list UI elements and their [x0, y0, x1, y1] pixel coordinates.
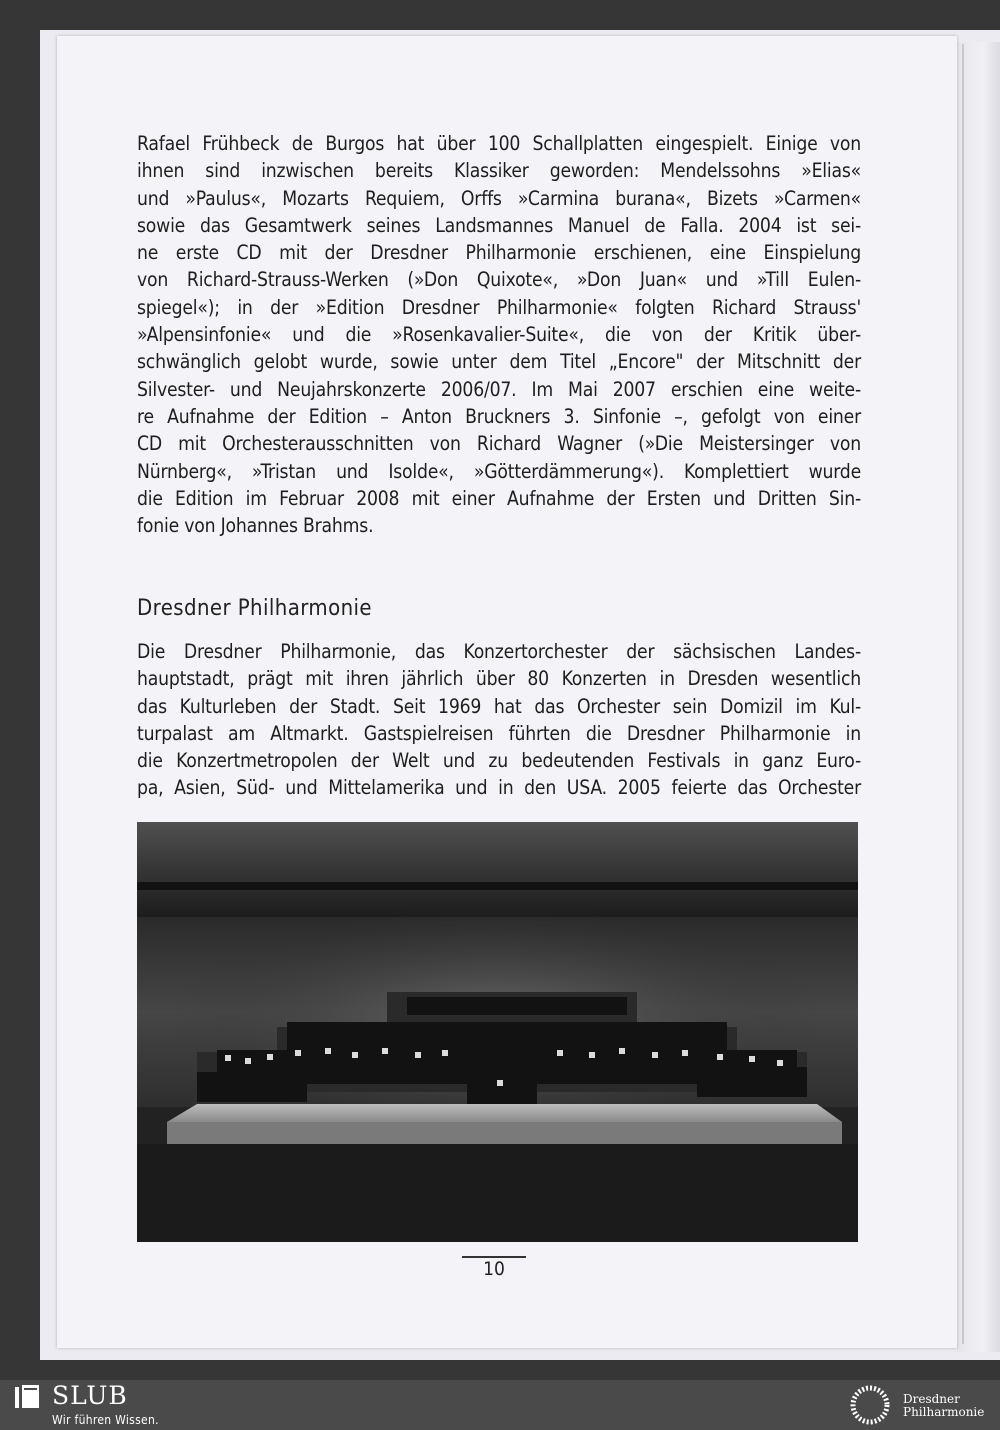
slub-tagline: Wir führen Wissen. [52, 1413, 159, 1427]
slub-book-icon [14, 1384, 40, 1410]
text-line: das Kulturleben der Stadt. Seit 1969 hat das Orchester sein Domizil im Kul- [137, 694, 861, 718]
text-line: ihnen sind inzwischen bereits Klassiker geworden: Mendelssohns »Elias« [137, 159, 861, 183]
page-number: 10 [483, 1258, 505, 1280]
text-line: Nürnberg«, »Tristan und Isolde«, »Götterdämmerung«). Komplettiert wurde [137, 459, 861, 483]
text-line: ne erste CD mit der Dresdner Philharmonie erschienen, eine Einspielung [137, 241, 861, 265]
text-line: CD mit Orchesterausschnitten von Richard Wagner (»Die Meistersinger von [137, 432, 861, 456]
text-line: fonie von Johannes Brahms. [137, 514, 374, 538]
text-line: von Richard-Strauss-Werken (»Don Quixote«, »Don Juan« und »Till Eulen- [137, 268, 861, 292]
orchestra-photo [137, 822, 858, 1242]
text-line: Silvester- und Neujahrskonzerte 2006/07. Im Mai 2007 erschien eine weite- [137, 377, 861, 401]
text-line: re Aufnahme der Edition – Anton Bruckners 3. Sinfonie –, gefolgt von einer [137, 404, 861, 428]
text-line: hauptstadt, prägt mit ihren jährlich über 80 Konzerten in Dresden wesentlich [137, 667, 861, 691]
concert-hall-image [137, 822, 858, 1242]
biography-paragraph [137, 130, 861, 539]
section-heading: Dresdner Philharmonie [137, 596, 373, 621]
text-line: turpalast am Altmarkt. Gastspielreisen führten die Dresdner Philharmonie in [137, 721, 861, 745]
text-line: pa, Asien, Süd- und Mittelamerika und in den USA. 2005 feierte das Orchester [137, 776, 861, 800]
text-line: schwänglich gelobt wurde, sowie unter dem Titel „Encore" der Mitschnitt der [137, 350, 861, 374]
text-line: die Konzertmetropolen der Welt und zu bedeutenden Festivals in ganz Euro- [137, 749, 861, 773]
text-line: die Edition im Februar 2008 mit einer Aufnahme der Ersten und Dritten Sin- [137, 486, 861, 510]
text-line: Die Dresdner Philharmonie, das Konzertorchester der sächsischen Landes- [137, 640, 861, 663]
text-line: spiegel«); in der »Edition Dresdner Philharmonie« folgten Richard Strauss' [137, 295, 861, 319]
text-line: »Alpensinfonie« und die »Rosenkavalier-Suite«, die von der Kritik über- [137, 323, 861, 347]
booklet-fold [962, 44, 964, 1344]
slub-logo-text[interactable]: SLUB [52, 1381, 128, 1410]
orchestra-paragraph [137, 638, 861, 802]
dresdner-philharmonie-logo-text[interactable]: Dresdner Philharmonie [903, 1392, 985, 1419]
text-line: sowie das Gesamtwerk seines Landsmannes Manuel de Falla. 2004 ist sei- [137, 213, 861, 237]
dresdner-philharmonie-logo-icon[interactable] [846, 1385, 894, 1425]
text-line: und »Paulus«, Mozarts Requiem, Orffs »Carmina burana«, Bizets »Carmen« [137, 186, 861, 210]
text-line: Rafael Frühbeck de Burgos hat über 100 Schallplatten eingespielt. Einige von [137, 132, 861, 155]
